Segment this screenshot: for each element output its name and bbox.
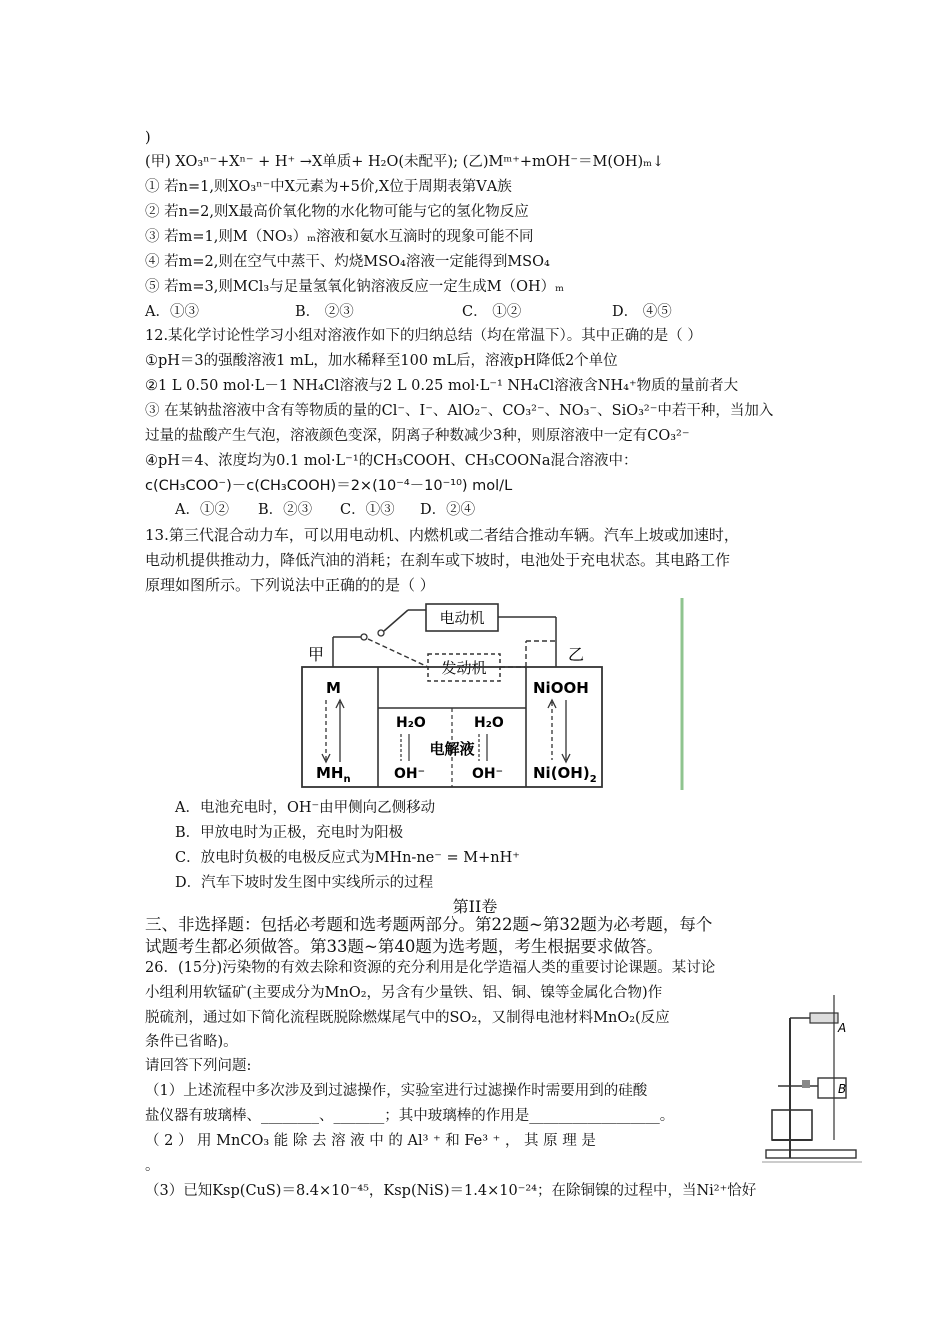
q26-instruction: 请回答下列问题:	[145, 1058, 252, 1074]
q11-option-b: B． ②③	[295, 304, 354, 320]
section-three-heading-2: 试题考生都必须做答。第33题~第40题为选考题，考生根据要求做答。	[145, 937, 663, 956]
q11-stmt-4: ④ 若m=2,则在空气中蒸干、灼烧MSO₄溶液一定能得到MSO₄	[145, 254, 550, 270]
q13-option-a: A．电池充电时，OH⁻由甲侧向乙侧移动	[175, 800, 436, 816]
battery-circuit-diagram	[296, 596, 688, 794]
q26-stem-2: 小组利用软锰矿(主要成分为MnO₂，另含有少量铁、铝、铜、镍等金属化合物)作	[145, 985, 663, 1001]
q12-option-c: C．①③	[340, 502, 395, 518]
q11-reactions: (甲) XO₃ⁿ⁻+Xⁿ⁻ + H⁺ →X单质+ H₂O(未配平); (乙)Mᵐ⁺+mOH⁻＝M(OH)ₘ↓	[145, 154, 665, 170]
motor-label: 电动机	[439, 609, 485, 627]
stand-base	[766, 1150, 856, 1158]
q26-stem-3: 脱硫剂，通过如下简化流程既脱除燃煤尾气中的SO₂，又制得电池材料MnO₂(反应	[145, 1010, 670, 1026]
q26-part-1b: 盐仪器有玻璃棒、________、_______；其中玻璃棒的作用是__________________。	[145, 1108, 675, 1124]
q11-stmt-1: ① 若n=1,则XO₃ⁿ⁻中X元素为+5价,X位于周期表第ⅤA族	[145, 179, 512, 195]
engine-label: 发动机	[441, 659, 487, 677]
q11-stmt-3: ③ 若m=1,则M（NO₃）ₘ溶液和氨水互滴时的现象可能不同	[145, 229, 534, 245]
label-b: B	[838, 1082, 847, 1096]
q11-bracket: )	[145, 130, 151, 146]
electrode-jia-label: 甲	[308, 645, 325, 664]
q12-stmt-3b: 过量的盐酸产生气泡，溶液颜色变深，阴离子种数减少3种，则原溶液中一定有CO₃²⁻	[145, 428, 690, 444]
clamp-screw	[802, 1080, 810, 1088]
h2o-left: H₂O	[396, 715, 426, 731]
q13-stem-3: 原理如图所示。下列说法中正确的的是（ ）	[145, 576, 435, 594]
part-two-title: 第II卷	[452, 897, 498, 916]
oh-left: OH⁻	[394, 766, 426, 782]
q26-part-2: （ 2 ） 用 MnCO₃ 能 除 去 溶 液 中 的 Al³ ⁺ 和 Fe³ ⁺ ， 其 原 理 是	[145, 1133, 596, 1149]
q13-stem-1: 13.第三代混合动力车，可以用电动机、内燃机或二者结合推动车辆。汽车上坡或加速时，	[145, 526, 739, 544]
q11-option-d: D． ④⑤	[612, 304, 672, 320]
oh-right: OH⁻	[472, 766, 504, 782]
q13-option-c: C．放电时负极的电极反应式为MHn-ne⁻ = M+nH⁺	[175, 850, 520, 866]
q12-stmt-3a: ③ 在某钠盐溶液中含有等物质的量的Cl⁻、I⁻、AlO₂⁻、CO₃²⁻、NO₃⁻、SiO₃²⁻中若干种，当加入	[145, 403, 774, 419]
lab-stand-figure	[762, 990, 862, 1165]
q26-stem-1: 26．(15分)污染物的有效去除和资源的充分利用是化学造福人类的重要讨论课题。某讨论	[145, 960, 716, 976]
h2o-right: H₂O	[474, 715, 504, 731]
q11-stmt-5: ⑤ 若m=3,则MCl₃与足量氢氧化钠溶液反应一定生成M（OH）ₘ	[145, 279, 565, 295]
q26-part-1a: （1）上述流程中多次涉及到过滤操作，实验室进行过滤操作时需要用到的硅酸	[145, 1083, 648, 1099]
left-top-species: M	[326, 679, 341, 697]
q12-stmt-1: ①pH＝3的强酸溶液1 mL，加水稀释至100 mL后，溶液pH降低2个单位	[145, 353, 618, 369]
q11-option-c: C． ①②	[462, 304, 522, 320]
q12-stem: 12.某化学讨论性学习小组对溶液作如下的归纳总结（均在常温下）。其中正确的是（ ）	[145, 328, 702, 344]
beaker	[772, 1110, 812, 1140]
q12-stmt-4b: c(CH₃COO⁻)－c(CH₃COOH)＝2×(10⁻⁴－10⁻¹⁰) mol/L	[145, 478, 513, 494]
q26-part-3: （3）已知Ksp(CuS)＝8.4×10⁻⁴⁵，Ksp(NiS)＝1.4×10⁻²⁴；在除铜镍的过程中，当Ni²⁺恰好	[145, 1183, 757, 1199]
q12-stmt-4a: ④pH＝4、浓度均为0.1 mol·L⁻¹的CH₃COOH、CH₃COONa混合溶液中：	[145, 453, 638, 469]
q13-option-b: B．甲放电时为正极，充电时为阳极	[175, 825, 404, 841]
q12-option-b: B．②③	[258, 502, 313, 518]
q12-option-a: A．①②	[175, 502, 229, 518]
q26-part-2-end: 。	[145, 1158, 160, 1174]
left-bottom-species: $MH_n$	[316, 764, 351, 785]
q12-stmt-2: ②1 L 0.50 mol·L－1 NH₄Cl溶液与2 L 0.25 mol·L⁻¹ NH₄Cl溶液含NH₄⁺物质的量前者大	[145, 378, 739, 394]
q11-stmt-2: ② 若n=2,则X最高价氧化物的水化物可能与它的氢化物反应	[145, 204, 529, 220]
q13-option-d: D．汽车下坡时发生图中实线所示的过程	[175, 875, 434, 891]
electrolyte-label: 电解液	[429, 740, 475, 758]
q12-option-d: D．②④	[420, 502, 476, 518]
q13-stem-2: 电动机提供推动力，降低汽油的消耗；在刹车或下坡时，电池处于充电状态。其电路工作	[145, 551, 731, 569]
electrode-yi-label: 乙	[568, 645, 585, 664]
q11-option-a: A．①③	[145, 304, 199, 320]
section-three-heading-1: 三、非选择题：包括必考题和选考题两部分。第22题~第32题为必考题，每个	[145, 915, 713, 934]
label-a: A	[838, 1021, 847, 1035]
right-bottom-species: $Ni(OH)_2$	[533, 764, 597, 785]
right-top-species: NiOOH	[533, 679, 589, 697]
q26-stem-4: 条件已省略)。	[145, 1034, 238, 1050]
